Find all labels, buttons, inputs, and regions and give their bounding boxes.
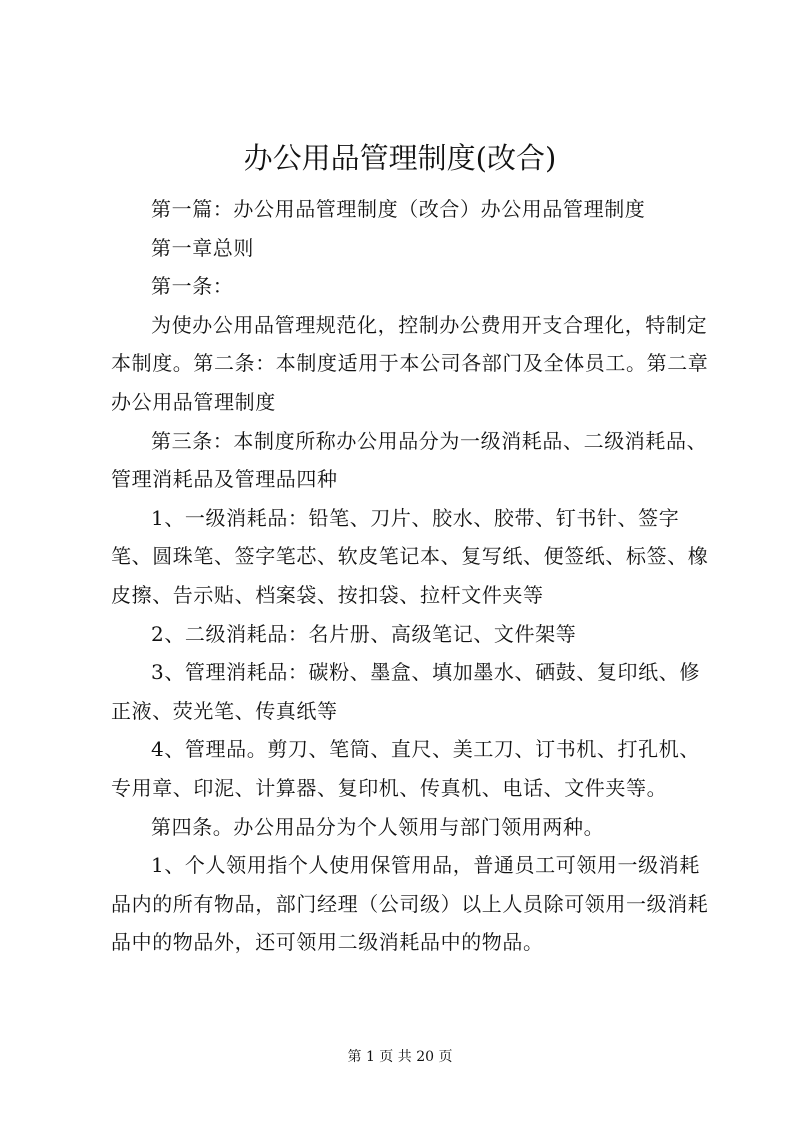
paragraph-8: 3、管理消耗品：碳粉、墨盒、填加墨水、硒鼓、复印纸、修正液、荧光笔、传真纸等 xyxy=(111,660,700,723)
paragraph-11: 1、个人领用指个人使用保管用品，普通员工可领用一级消耗品内的所有物品，部门经理（公司级）以上人员除可领用一级消耗品中的物品外，还可领用二级消耗品中的物品。 xyxy=(111,853,709,955)
paragraph-1: 第一篇：办公用品管理制度（改合）办公用品管理制度 xyxy=(151,197,646,221)
paragraph-4: 为使办公用品管理规范化，控制办公费用开支合理化，特制定本制度。第二条：本制度适用于本公司各部门及全体员工。第二章办公用品管理制度 xyxy=(111,312,709,414)
paragraph-6: 1、一级消耗品：铅笔、刀片、胶水、胶带、钉书针、签字笔、圆珠笔、签字笔芯、软皮笔记本、复写纸、便签纸、标签、橡皮擦、告示贴、档案袋、按扣袋、拉杆文件夹等 xyxy=(111,505,709,607)
document-body xyxy=(111,190,711,962)
page-footer: 第 1 页 共 20 页 xyxy=(347,1049,453,1065)
document-title: 办公用品管理制度(改合) xyxy=(243,141,557,175)
paragraph-10: 第四条。办公用品分为个人领用与部门领用两种。 xyxy=(151,814,605,839)
paragraph-7: 2、二级消耗品：名片册、高级笔记、文件架等 xyxy=(151,621,577,646)
paragraph-5: 第三条：本制度所称办公用品分为一级消耗品、二级消耗品、管理消耗品及管理品四种 xyxy=(111,428,708,492)
paragraph-2: 第一章总则 xyxy=(151,235,254,260)
paragraph-9: 4、管理品。剪刀、笔筒、直尺、美工刀、订书机、打孔机、专用章、印泥、计算器、复印机、传真机、电话、文件夹等。 xyxy=(111,737,700,800)
paragraph-3: 第一条： xyxy=(151,274,234,299)
